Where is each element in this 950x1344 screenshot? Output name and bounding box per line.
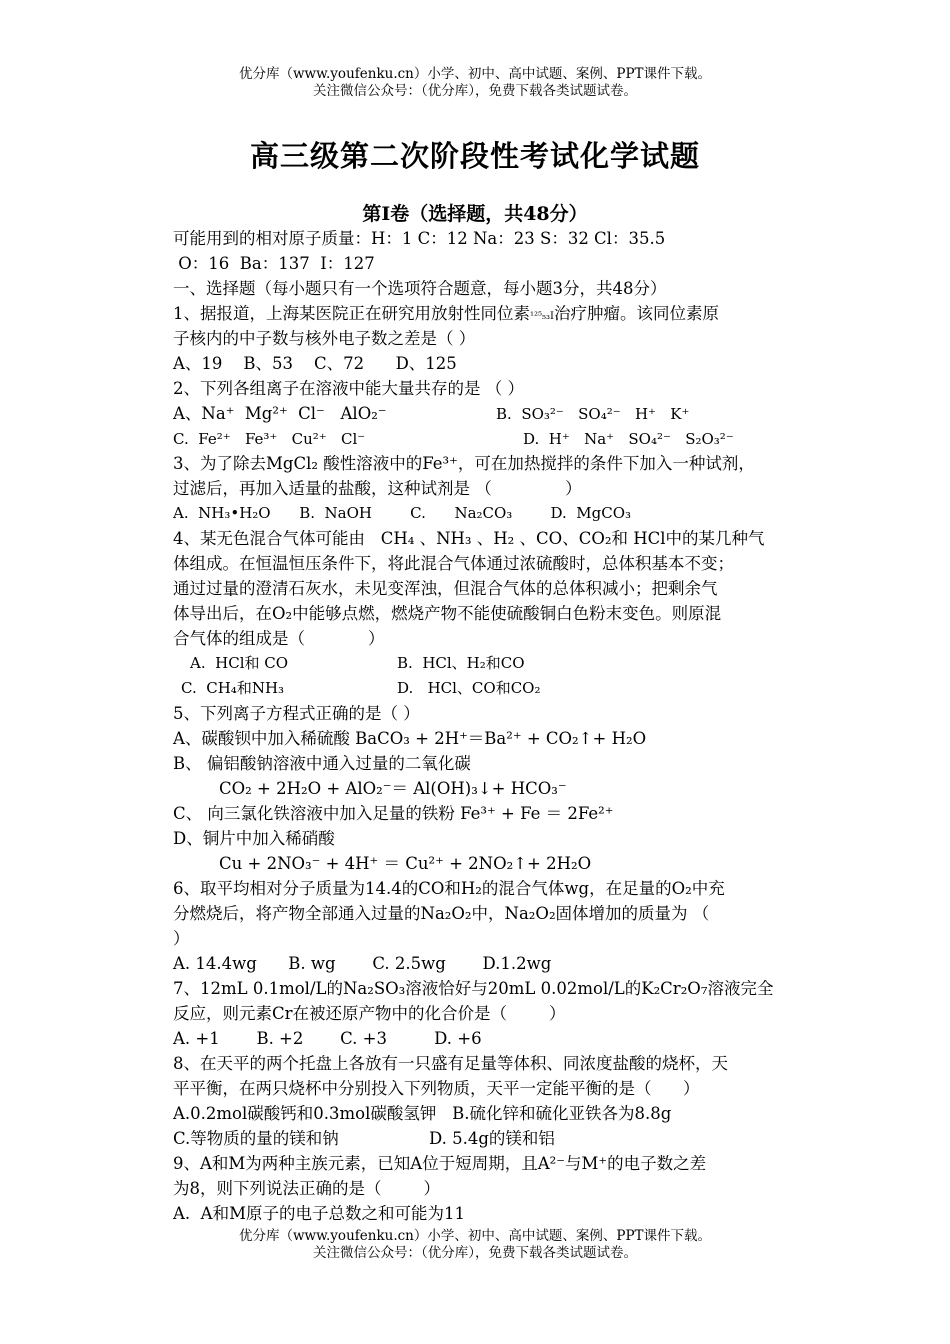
q4-emphasis-char: 量	[222, 579, 239, 598]
q4-option-d: D. HCl、CO和CO₂	[397, 679, 541, 697]
q4-line-3a: 通过过	[173, 579, 223, 598]
q8-options-ab: A.0.2mol碳酸钙和0.3mol碳酸氢钾 B.硫化锌和硫化亚铁各为8.8g	[173, 1104, 672, 1123]
page-footer	[0, 1228, 950, 1262]
q5-option-b: B、 偏铝酸钠溶液中通入过量的二氧化碳	[173, 754, 471, 773]
instruction: 一、选择题（每小题只有一个选项符合题意，每小题3分，共48分）	[173, 279, 667, 298]
q4-line-3	[173, 576, 833, 601]
q1-options: A、19 B、53 C、72 D、125	[173, 354, 457, 373]
q4-line-2: 体组成。在恒温恒压条件下，将此混合气体通过浓硫酸时，总体积基本不变；	[173, 554, 734, 573]
page-header	[0, 66, 950, 100]
q5-option-b-equation: CO₂ + 2H₂O + AlO₂⁻＝ Al(OH)₃↓+ HCO₃⁻	[219, 779, 567, 798]
question-6-line-1: 6、取平均相对分子质量为14.4的CO和H₂的混合气体wg，在足量的O₂中充	[173, 879, 725, 898]
q2-options-cd	[173, 426, 833, 451]
atomic-masses-line-1: 可能用到的相对原子质量：H：1 C：12 Na：23 S：32 Cl：35.5	[173, 229, 666, 248]
q1-stem-a: 1、据报道，上海某医院正在研究用放射性同位素	[173, 304, 530, 323]
question-8-line-1: 8、在天平的两个托盘上各放有一只盛有足量等体积、同浓度盐酸的烧杯，天	[173, 1054, 728, 1073]
q2-option-a: A、Na⁺ Mg²⁺ Cl⁻ AlO₂⁻	[173, 404, 387, 423]
q4-option-a: A. HCl和 CO	[190, 654, 289, 672]
q9-option-a: A. A和M原子的电子总数之和可能为11	[173, 1204, 465, 1223]
q5-option-d: D、铜片中加入稀硝酸	[173, 829, 335, 848]
q2-options-ab	[173, 401, 833, 426]
question-7-line-1: 7、12mL 0.1mol/L的Na₂SO₃溶液恰好与20mL 0.02mol/L的K₂Cr₂O₇溶液完全	[173, 979, 774, 998]
q8-options-cd	[173, 1126, 833, 1151]
q9-line-2: 为8，则下列说法正确的是（ ）	[173, 1179, 440, 1198]
q3-options: A. NH₃•H₂O B. NaOH C. Na₂CO₃ D. MgCO₃	[173, 504, 631, 522]
footer-line-2: 关注微信公众号：（优分库），免费下载各类试题试卷。	[313, 1245, 637, 1261]
exam-content	[173, 226, 833, 1226]
q4-line-4: 体导出后，在O₂中能够点燃，燃烧产物不能使硫酸铜白色粉末变色。则原混	[173, 604, 722, 623]
page-title: 高三级第二次阶段性考试化学试题	[249, 139, 700, 173]
question-1-stem	[173, 301, 833, 326]
q4-line-3b: 的澄清石灰水，未见变浑浊，但混合气体的总体积减小；把剩余气	[239, 579, 718, 598]
q4-options-ab	[173, 651, 833, 676]
q4-option-b: B. HCl、H₂和CO	[397, 654, 525, 672]
q6-line-2: 分燃烧后，将产物全部通入过量的Na₂O₂中，Na₂O₂固体增加的质量为 （	[173, 904, 710, 923]
q4-line-5: 合气体的组成是（ ）	[173, 629, 385, 648]
question-9-line-1: 9、A和M为两种主族元素，已知A位于短周期，且A²⁻与M⁺的电子数之差	[173, 1154, 707, 1173]
q1-isotope: ¹²⁵₅₃I	[530, 311, 554, 322]
q5-option-d-equation: Cu + 2NO₃⁻ + 4H⁺ ＝ Cu²⁺ + 2NO₂↑+ 2H₂O	[219, 854, 592, 873]
q3-stem-b: 过滤后，再加入适量的盐酸，这种试剂是 （ ）	[173, 479, 582, 498]
q5-option-c: C、 向三氯化铁溶液中加入足量的铁粉 Fe³⁺ + Fe ＝ 2Fe²⁺	[173, 804, 614, 823]
q8-option-c: C.等物质的量的镁和钠	[173, 1129, 339, 1148]
q1-stem-c: 子核内的中子数与核外电子数之差是（ ）	[173, 329, 476, 348]
question-2-stem: 2、下列各组离子在溶液中能大量共存的是 （ ）	[173, 379, 524, 398]
header-line-2: 关注微信公众号：（优分库），免费下载各类试题试卷。	[313, 83, 637, 99]
header-line-1: 优分库（www.youfenku.cn）小学、初中、高中试题、案例、PPT课件下载。	[238, 66, 712, 82]
q8-option-d: D. 5.4g的镁和铝	[429, 1129, 555, 1148]
section-title: 第Ⅰ卷（选择题，共48分）	[362, 203, 588, 225]
question-4-line-1: 4、某无色混合气体可能由 CH₄ 、NH₃ 、H₂ 、CO、CO₂和 HCl中的某几种气	[173, 529, 765, 548]
q1-stem-b: 治疗肿瘤。该同位素原	[554, 304, 719, 323]
q2-option-b: B. SO₃²⁻ SO₄²⁻ H⁺ K⁺	[496, 405, 690, 423]
q6-line-3: ）	[173, 929, 190, 948]
question-5-stem: 5、下列离子方程式正确的是（ ）	[173, 704, 420, 723]
q7-options: A. +1 B. +2 C. +3 D. +6	[173, 1029, 482, 1048]
q6-options: A. 14.4wg B. wg C. 2.5wg D.1.2wg	[173, 954, 552, 973]
q2-option-d: D. H⁺ Na⁺ SO₄²⁻ S₂O₃²⁻	[523, 430, 734, 448]
q4-options-cd	[173, 676, 833, 701]
q8-line-2: 平平衡，在两只烧杯中分别投入下列物质，天平一定能平衡的是（ ）	[173, 1079, 700, 1098]
q4-option-c: C. CH₄和NH₃	[181, 679, 285, 697]
atomic-masses-line-2: O：16 Ba：137 I：127	[173, 254, 375, 273]
question-3-stem-a: 3、为了除去MgCl₂ 酸性溶液中的Fe³⁺，可在加热搅拌的条件下加入一种试剂，	[173, 454, 755, 473]
q2-option-c: C. Fe²⁺ Fe³⁺ Cu²⁺ Cl⁻	[173, 430, 366, 448]
q7-line-2: 反应，则元素Cr在被还原产物中的化合价是（ ）	[173, 1004, 566, 1023]
q5-option-a: A、碳酸钡中加入稀硫酸 BaCO₃ + 2H⁺＝Ba²⁺ + CO₂↑+ H₂O	[173, 729, 647, 748]
footer-line-1: 优分库（www.youfenku.cn）小学、初中、高中试题、案例、PPT课件下载。	[238, 1228, 712, 1244]
